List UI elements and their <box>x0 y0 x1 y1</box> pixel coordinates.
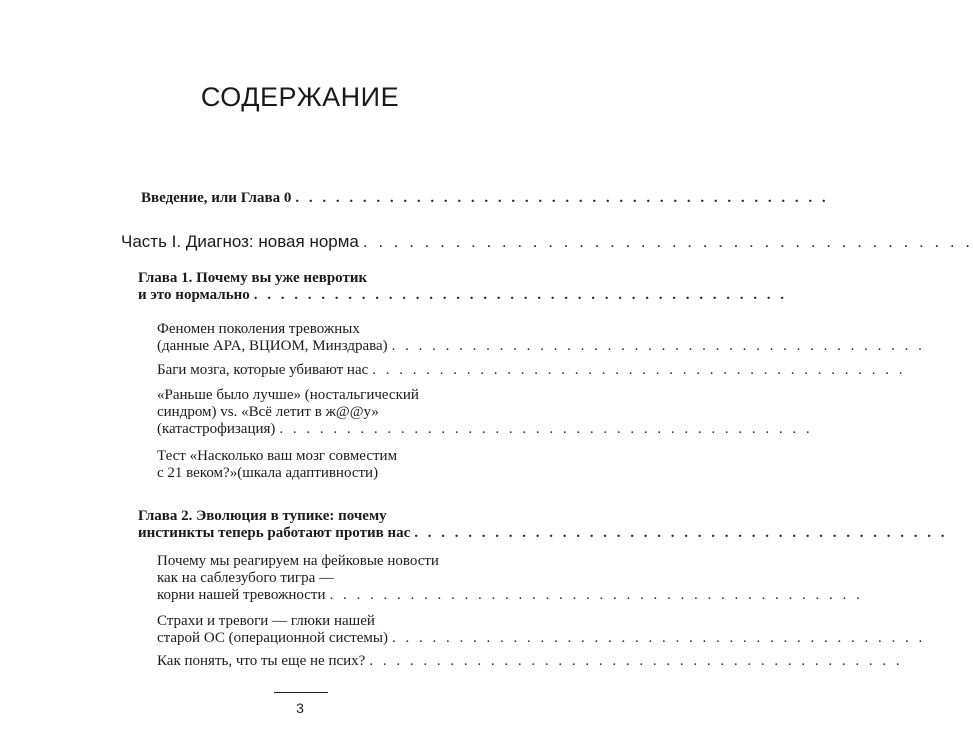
toc-entry-section <box>157 448 467 482</box>
toc-entry-text: инстинкты теперь работают против нас <box>138 525 411 541</box>
toc-entry-part-1 <box>121 232 973 251</box>
dot-leader: . . . . . . . . . . . . . . . . . . . . . . . . . . . . . . . . . . . . . . . . <box>329 587 863 603</box>
page-title: СОДЕРЖАНИЕ <box>200 82 400 112</box>
toc-entry-section <box>157 387 813 438</box>
toc-entry-text: Тест «Насколько ваш мозг совместим <box>157 448 398 464</box>
page-number-rule <box>274 692 328 693</box>
toc-entry-text: (катастрофизация) <box>157 421 276 437</box>
dot-leader: . . . . . . . . . . . . . . . . . . . . . . . . . . . . . . . . . . . . . . . . <box>369 653 903 669</box>
toc-entry-chapter-2 <box>138 508 948 542</box>
toc-entry-text: корни нашей тревожности <box>157 587 326 603</box>
toc-entry-text: «Раньше было лучше» (ностальгический <box>157 387 419 403</box>
dot-leader: . . . . . . . . . . . . . . . . . . . . . . . . . . . . . . . . . . . . . . . . <box>372 362 906 378</box>
toc-entry-chapter-1 <box>138 270 788 304</box>
dot-leader: . . . . . . . . . . . . . . . . . . . . . . . . . . . . . . . . . . . . . . . . <box>295 190 829 206</box>
toc-entry-section <box>157 613 926 647</box>
toc-entry-text: Почему мы реагируем на фейковые новости <box>157 553 439 569</box>
dot-leader: . . . . . . . . . . . . . . . . . . . . . . . . . . . . . . . . . . . . . . . . <box>391 630 926 646</box>
dot-leader: . . . . . . . . . . . . . . . . . . . . . . . . . . . . . . . . . . . . . . . . <box>391 338 925 354</box>
toc-entry-section <box>157 321 925 355</box>
toc-entry-text: (данные APA, ВЦИОМ, Минздрава) <box>157 338 388 354</box>
dot-leader: . . . . . . . . . . . . . . . . . . . . . . . . . . . . . . . . . . . . . . . . <box>253 287 788 303</box>
toc-entry-text: Как понять, что ты еще не псих? <box>157 653 366 669</box>
toc-entry-text: старой ОС (операционной системы) <box>157 630 388 646</box>
dot-leader: . . . . . . . . . . . . . . . . . . . . . . . . . . . . . . . . . . . . . . . . <box>414 525 948 541</box>
toc-entry-text: Введение, или Глава 0 <box>141 190 292 206</box>
toc-entry-text: и это нормально <box>138 287 250 303</box>
toc-entry-text: Феномен поколения тревожных <box>157 321 360 337</box>
toc-entry-intro <box>141 190 829 207</box>
page-number: 3 <box>296 700 304 716</box>
toc-entry-text: как на саблезубого тигра — <box>157 570 334 586</box>
toc-entry-text: Баги мозга, которые убивают нас <box>157 362 369 378</box>
toc-entry-section <box>157 553 863 604</box>
dot-leader: . . . . . . . . . . . . . . . . . . . . . . . . . . . . . . . . . . . . . . . . <box>362 232 973 251</box>
toc-entry-section <box>157 653 903 670</box>
toc-entry-text: с 21 веком?»(шкала адаптивности) <box>157 465 379 481</box>
toc-entry-section <box>157 362 906 379</box>
toc-entry-text: Страхи и тревоги — глюки нашей <box>157 613 375 629</box>
toc-entry-text: Глава 1. Почему вы уже невротик <box>138 270 368 286</box>
toc-entry-text: Часть I. Диагноз: новая норма <box>121 232 359 251</box>
dot-leader: . . . . . . . . . . . . . . . . . . . . . . . . . . . . . . . . . . . . . . . . <box>279 421 813 437</box>
toc-entry-text: синдром) vs. «Всё летит в ж@@у» <box>157 404 379 420</box>
toc-entry-text: Глава 2. Эволюция в тупике: почему <box>138 508 387 524</box>
